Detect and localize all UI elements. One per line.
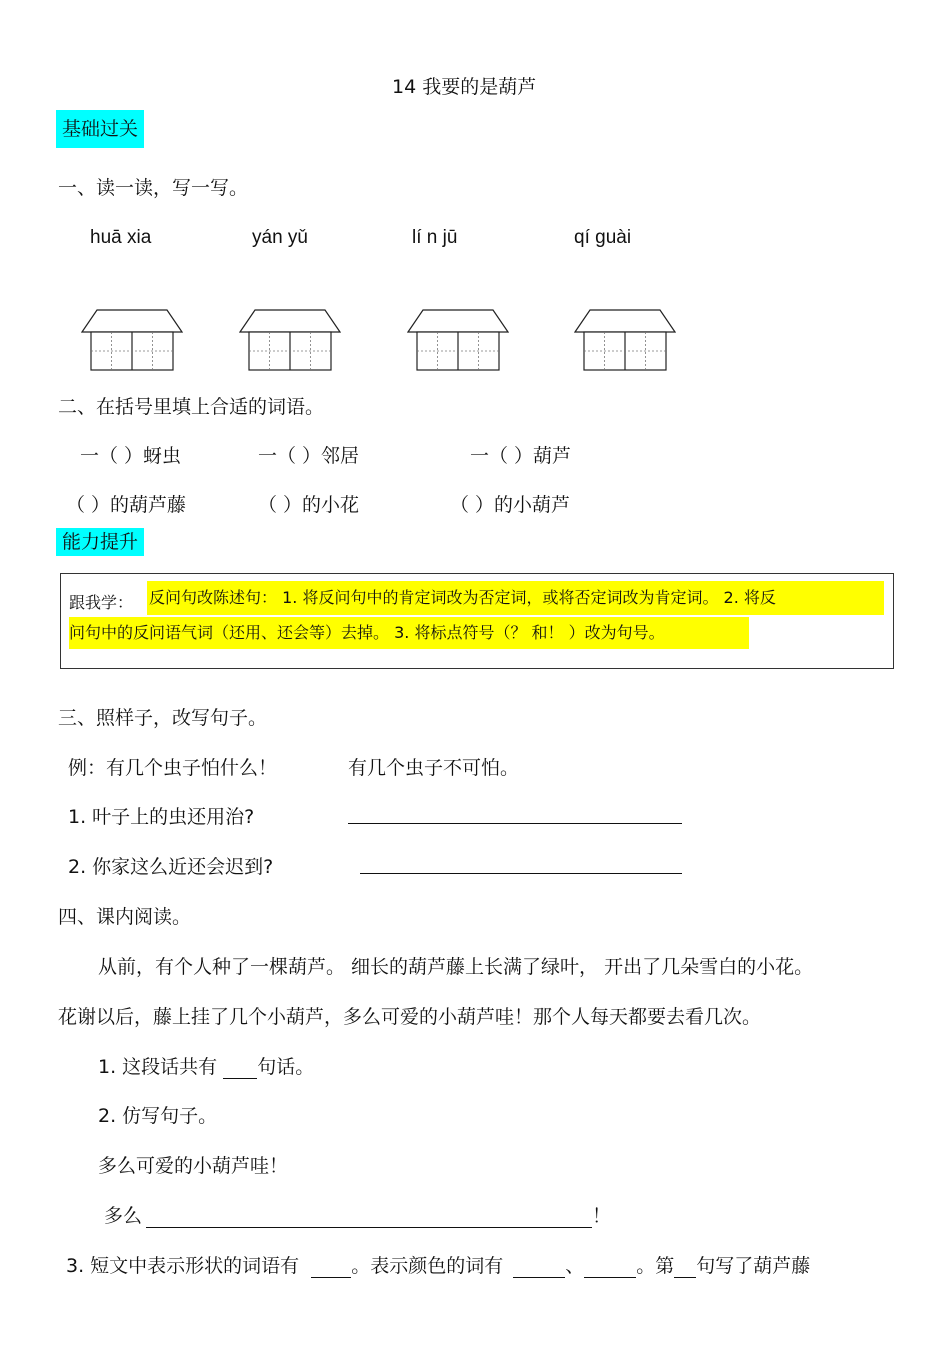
pinyin-3: lí n jū <box>412 227 458 248</box>
q3-example-question: 例：有几个虫子怕什么！ <box>68 757 278 779</box>
q2-row1-item3[interactable]: 一（ ）葫芦 <box>470 445 572 467</box>
q3-answer-line-2[interactable] <box>360 873 682 874</box>
q2-row1-item1[interactable]: 一（ ）蚜虫 <box>80 445 182 467</box>
q4-sub3-text: 3. 短文中表示形状的词语有 <box>66 1255 306 1277</box>
q4-sub3-text-end: 句写了葫芦藤 <box>696 1255 811 1277</box>
tip-line-2: 问句中的反问语气词（还用、还会等）去掉。 3. 将标点符号（？ 和！ ）改为句号。 <box>69 617 749 649</box>
q4-sub2-blank[interactable] <box>146 1205 592 1228</box>
q4-sub3-text-color: 。表示颜色的词有 <box>351 1255 510 1277</box>
pinyin-4: qí guài <box>574 227 632 248</box>
tip-line-1: 反问句改陈述句： 1. 将反问句中的肯定词改为否定词，或将否定词改为肯定词。 2. 将反 <box>147 581 884 615</box>
q4-sub1-text: 1. 这段话共有 <box>98 1056 224 1078</box>
q4-sub3-separator: 、 <box>565 1255 585 1277</box>
q2-row2-item3[interactable]: （ ）的小葫芦 <box>450 494 571 516</box>
q4-sub1 <box>98 1052 314 1079</box>
writing-box-4[interactable] <box>574 309 676 371</box>
q3-example-answer: 有几个虫子不可怕。 <box>348 757 520 779</box>
q2-row2-item1[interactable]: （ ）的葫芦藤 <box>66 494 187 516</box>
q4-sub1-blank[interactable] <box>223 1056 257 1079</box>
q3-item-2: 2. 你家这么近还会迟到? <box>68 856 274 878</box>
section-label-advanced: 能力提升 <box>56 528 144 556</box>
q4-sub3 <box>66 1251 810 1278</box>
q2-row2-item2[interactable]: （ ）的小花 <box>258 494 360 516</box>
q4-passage-line-1: 从前，有个人种了一棵葫芦。 细长的葫芦藤上长满了绿叶， 开出了几朵雪白的小花。 <box>98 956 814 978</box>
tip-box <box>60 573 894 669</box>
q3-answer-line-1[interactable] <box>348 823 682 824</box>
q4-sub3-blank-color-2[interactable] <box>584 1255 636 1278</box>
q4-sub3-blank-ordinal[interactable] <box>674 1255 696 1278</box>
page-title: 14 我要的是葫芦 <box>392 76 537 98</box>
q4-sub3-blank-shape[interactable] <box>311 1255 351 1278</box>
q4-passage-line-2: 花谢以后，藤上挂了几个小葫芦，多么可爱的小葫芦哇！那个人每天都要去看几次。 <box>58 1006 762 1028</box>
pinyin-1: huā xia <box>90 227 152 248</box>
q4-sub2: 2. 仿写句子。 <box>98 1105 218 1127</box>
q4-sub2-example: 多么可爱的小葫芦哇！ <box>98 1155 289 1177</box>
tip-label: 跟我学： <box>69 593 134 612</box>
q2-heading: 二、在括号里填上合适的词语。 <box>58 396 325 418</box>
q4-sub2-end: ！ <box>592 1205 612 1227</box>
q4-sub3-text-ordinal: 。第 <box>636 1255 675 1277</box>
q1-heading: 一、读一读，写一写。 <box>58 177 249 199</box>
section-label-basic: 基础过关 <box>56 110 144 148</box>
q3-item-1: 1. 叶子上的虫还用治? <box>68 806 255 828</box>
writing-box-1[interactable] <box>81 309 183 371</box>
q4-sub2-prefix: 多么 <box>104 1205 143 1227</box>
q2-row1-item2[interactable]: 一（ ）邻居 <box>258 445 360 467</box>
writing-box-2[interactable] <box>239 309 341 371</box>
q4-heading: 四、课内阅读。 <box>58 906 192 928</box>
q4-sub1-suffix: 句话。 <box>257 1056 315 1078</box>
q3-heading: 三、照样子，改写句子。 <box>58 707 268 729</box>
q4-sub3-blank-color-1[interactable] <box>513 1255 565 1278</box>
q4-sub2-answer <box>104 1201 611 1228</box>
writing-box-3[interactable] <box>407 309 509 371</box>
pinyin-2: yán yǔ <box>252 227 308 248</box>
